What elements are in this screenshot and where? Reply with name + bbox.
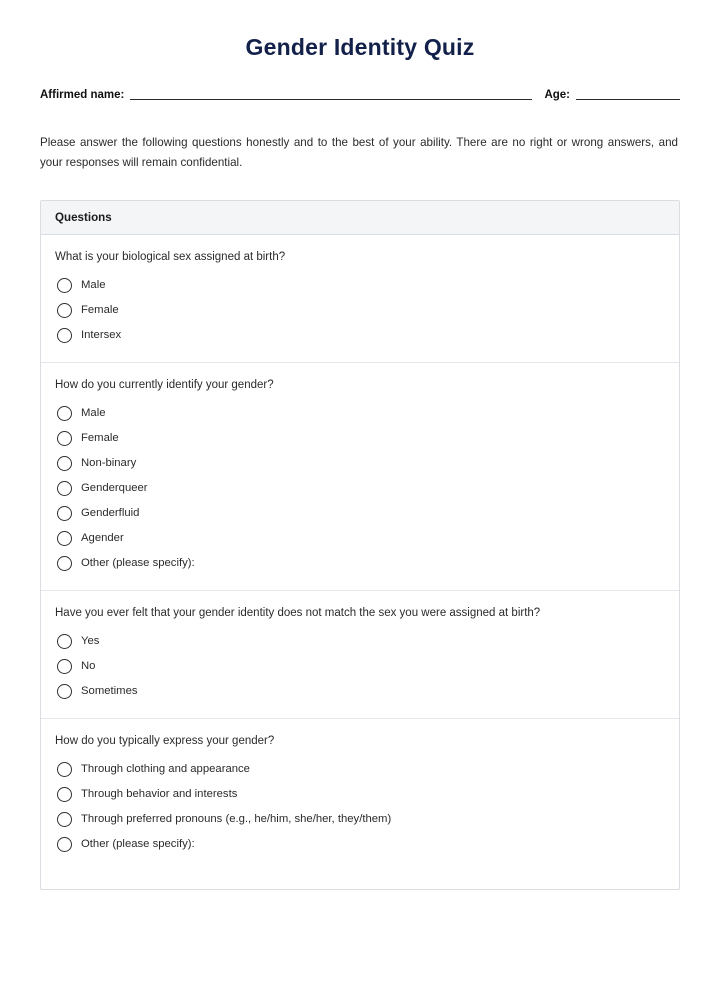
option-row[interactable] <box>57 526 665 551</box>
option-label: Intersex <box>81 328 122 341</box>
radio-icon[interactable] <box>57 431 72 446</box>
option-label: Female <box>81 303 119 316</box>
option-row[interactable] <box>57 757 665 782</box>
question-text: What is your biological sex assigned at birth? <box>55 250 286 263</box>
option-label: Sometimes <box>81 685 138 697</box>
question-block <box>41 719 679 889</box>
option-label: Genderqueer <box>81 481 148 494</box>
radio-icon[interactable] <box>57 531 72 546</box>
option-row[interactable] <box>57 426 665 451</box>
questions-table-header: Questions <box>41 201 679 235</box>
option-label: Female <box>81 431 119 444</box>
question-block <box>41 591 679 719</box>
option-label: No <box>81 660 96 672</box>
option-label: Through preferred pronouns (e.g., he/him, she/her, they/them) <box>81 813 392 826</box>
instructions-text: Please answer the following questions honestly and to the best of your ability. There are no right or wrong answers, and your responses will remain confidential. <box>40 136 678 170</box>
option-row[interactable] <box>57 273 665 298</box>
question-block <box>41 363 679 591</box>
radio-icon[interactable] <box>57 481 72 496</box>
option-label: Other (please specify): <box>81 838 195 851</box>
question-text: How do you currently identify your gender? <box>55 378 274 391</box>
radio-icon[interactable] <box>57 812 72 827</box>
page-title: Gender Identity Quiz <box>245 34 475 60</box>
option-label: Through clothing and appearance <box>81 763 250 776</box>
option-label: Other (please specify): <box>81 556 195 569</box>
option-row[interactable] <box>57 451 665 476</box>
option-row[interactable] <box>57 782 665 807</box>
option-label: Agender <box>81 531 124 544</box>
radio-icon[interactable] <box>57 659 72 674</box>
radio-icon[interactable] <box>57 556 72 571</box>
option-label: Yes <box>81 635 100 647</box>
radio-icon[interactable] <box>57 787 72 802</box>
option-row[interactable] <box>57 654 665 679</box>
option-row[interactable] <box>57 629 665 654</box>
radio-icon[interactable] <box>57 837 72 852</box>
option-row[interactable] <box>57 679 665 704</box>
question-block <box>41 235 679 363</box>
option-row[interactable] <box>57 476 665 501</box>
option-row[interactable] <box>57 501 665 526</box>
age-input[interactable] <box>576 87 680 100</box>
option-label: Through behavior and interests <box>81 788 238 801</box>
option-label: Non-binary <box>81 456 137 469</box>
radio-icon[interactable] <box>57 506 72 521</box>
option-row[interactable] <box>57 807 665 832</box>
name-age-row <box>40 87 680 101</box>
question-text: Have you ever felt that your gender identity does not match the sex you were assigned at birth? <box>55 606 541 619</box>
option-row[interactable] <box>57 551 665 576</box>
affirmed-name-label: Affirmed name: <box>40 89 125 101</box>
radio-icon[interactable] <box>57 303 72 318</box>
option-row[interactable] <box>57 298 665 323</box>
radio-icon[interactable] <box>57 406 72 421</box>
block-spacer <box>55 857 665 875</box>
option-row[interactable] <box>57 832 665 857</box>
radio-icon[interactable] <box>57 762 72 777</box>
affirmed-name-input[interactable] <box>130 87 532 100</box>
option-label: Male <box>81 278 106 291</box>
radio-icon[interactable] <box>57 456 72 471</box>
radio-icon[interactable] <box>57 328 72 343</box>
option-row[interactable] <box>57 401 665 426</box>
option-label: Genderfluid <box>81 506 140 519</box>
age-label: Age: <box>544 89 570 101</box>
option-label: Male <box>81 406 106 419</box>
radio-icon[interactable] <box>57 634 72 649</box>
option-row[interactable] <box>57 323 665 348</box>
questions-table <box>40 200 680 890</box>
radio-icon[interactable] <box>57 684 72 699</box>
question-text: How do you typically express your gender? <box>55 734 275 747</box>
radio-icon[interactable] <box>57 278 72 293</box>
